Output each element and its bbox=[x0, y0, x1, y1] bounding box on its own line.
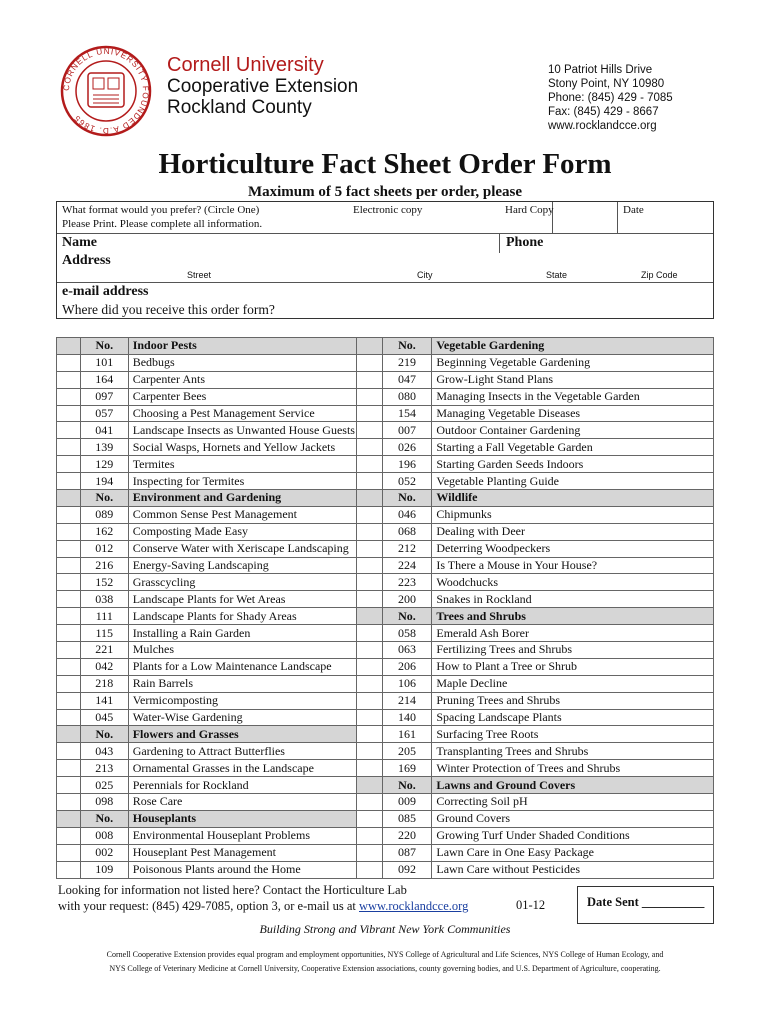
sheet-title: Beginning Vegetable Gardening bbox=[432, 354, 714, 371]
table-row bbox=[57, 591, 714, 608]
order-checkbox-right[interactable] bbox=[356, 625, 382, 642]
sheet-title: Dealing with Deer bbox=[432, 523, 714, 540]
sheet-number: 109 bbox=[80, 861, 128, 878]
order-checkbox-left[interactable] bbox=[57, 642, 81, 659]
sheet-title: Energy-Saving Landscaping bbox=[128, 557, 356, 574]
sheet-number: 089 bbox=[80, 506, 128, 523]
sheet-title: Rain Barrels bbox=[128, 675, 356, 692]
order-checkbox-left[interactable] bbox=[57, 405, 81, 422]
order-checkbox-left[interactable] bbox=[57, 675, 81, 692]
sheet-title: Gardening to Attract Butterflies bbox=[128, 743, 356, 760]
sheet-title: Transplanting Trees and Shrubs bbox=[432, 743, 714, 760]
order-checkbox-right[interactable] bbox=[356, 405, 382, 422]
disclaimer bbox=[60, 948, 710, 976]
table-row bbox=[57, 675, 714, 692]
sheet-title: Managing Vegetable Diseases bbox=[432, 405, 714, 422]
order-checkbox-right[interactable] bbox=[356, 523, 382, 540]
order-checkbox-right bbox=[356, 490, 382, 507]
organization-name bbox=[167, 55, 358, 118]
phone-field-label[interactable]: Phone bbox=[506, 235, 544, 250]
street-label: Street bbox=[187, 270, 212, 280]
city-label: City bbox=[417, 270, 433, 280]
order-checkbox-right[interactable] bbox=[356, 642, 382, 659]
order-checkbox-right[interactable] bbox=[356, 709, 382, 726]
table-row bbox=[57, 490, 714, 507]
section-header: Lawns and Ground Covers bbox=[432, 777, 714, 794]
sheet-number: 224 bbox=[382, 557, 432, 574]
sheet-number: 205 bbox=[382, 743, 432, 760]
state-label: State bbox=[546, 270, 568, 280]
section-no-header: No. bbox=[382, 777, 432, 794]
website-link[interactable]: www.rocklandcce.org bbox=[359, 899, 469, 913]
customer-info-box bbox=[56, 201, 714, 319]
order-checkbox-right[interactable] bbox=[356, 422, 382, 439]
sheet-title: Landscape Insects as Unwanted House Guests bbox=[128, 422, 356, 439]
order-checkbox-left[interactable] bbox=[57, 692, 81, 709]
section-no-header: No. bbox=[80, 490, 128, 507]
sheet-title: Vermicomposting bbox=[128, 692, 356, 709]
sheet-title: Ground Covers bbox=[432, 810, 714, 827]
table-row bbox=[57, 692, 714, 709]
sheet-title: Termites bbox=[128, 456, 356, 473]
format-electronic-option[interactable]: Electronic copy bbox=[353, 204, 423, 216]
order-checkbox-left[interactable] bbox=[57, 574, 81, 591]
sheet-title: Correcting Soil pH bbox=[432, 794, 714, 811]
address-fax: Fax: (845) 429 - 8667 bbox=[548, 106, 659, 118]
order-checkbox-left[interactable] bbox=[57, 658, 81, 675]
order-checkbox-left[interactable] bbox=[57, 354, 81, 371]
sheet-title: Perennials for Rockland bbox=[128, 777, 356, 794]
address-street: 10 Patriot Hills Drive bbox=[548, 64, 653, 76]
sheet-number: 214 bbox=[382, 692, 432, 709]
sheet-number: 140 bbox=[382, 709, 432, 726]
order-checkbox-left[interactable] bbox=[57, 473, 81, 490]
table-row bbox=[57, 354, 714, 371]
sheet-title: Carpenter Bees bbox=[128, 388, 356, 405]
order-checkbox-left[interactable] bbox=[57, 371, 81, 388]
sheet-number: 218 bbox=[80, 675, 128, 692]
sheet-number: 216 bbox=[80, 557, 128, 574]
order-checkbox-right bbox=[356, 608, 382, 625]
sheet-title: Social Wasps, Hornets and Yellow Jackets bbox=[128, 439, 356, 456]
contact-line-2: with your request: (845) 429-7085, option 3, or e-mail us at bbox=[58, 899, 356, 913]
order-checkbox-right[interactable] bbox=[356, 591, 382, 608]
section-no-header: No. bbox=[382, 490, 432, 507]
sheet-title: Carpenter Ants bbox=[128, 371, 356, 388]
order-checkbox-left[interactable] bbox=[57, 439, 81, 456]
sheet-title: Is There a Mouse in Your House? bbox=[432, 557, 714, 574]
order-checkbox-right[interactable] bbox=[356, 810, 382, 827]
cornell-seal-logo bbox=[60, 45, 152, 137]
page-title: Horticulture Fact Sheet Order Form bbox=[158, 148, 612, 180]
order-checkbox-left[interactable] bbox=[57, 709, 81, 726]
sheet-title: Managing Insects in the Vegetable Garden bbox=[432, 388, 714, 405]
disclaimer-line-1: Cornell Cooperative Extension provides equal program and employment opportunities, NYS College of Agricultural and Life Sciences, NYS College of Human Ecology, and bbox=[106, 950, 664, 959]
zip-code-label: Zip Code bbox=[641, 270, 678, 280]
sheet-title: Inspecting for Termites bbox=[128, 473, 356, 490]
order-checkbox-right[interactable] bbox=[356, 844, 382, 861]
date-sent-box[interactable]: Date Sent __________ bbox=[577, 886, 714, 924]
order-checkbox-right[interactable] bbox=[356, 388, 382, 405]
order-checkbox-right bbox=[356, 777, 382, 794]
table-row bbox=[57, 810, 714, 827]
sheet-title: Fertilizing Trees and Shrubs bbox=[432, 642, 714, 659]
sheet-number: 012 bbox=[80, 540, 128, 557]
sheet-number: 115 bbox=[80, 625, 128, 642]
sheet-number: 111 bbox=[80, 608, 128, 625]
sheet-number: 200 bbox=[382, 591, 432, 608]
tagline: Building Strong and Vibrant New York Communities bbox=[259, 922, 511, 936]
sheet-number: 057 bbox=[80, 405, 128, 422]
contact-line-1: Looking for information not listed here? Contact the Horticulture Lab bbox=[58, 883, 407, 897]
table-row bbox=[57, 743, 714, 760]
order-checkbox-right[interactable] bbox=[356, 794, 382, 811]
sheet-number: 219 bbox=[382, 354, 432, 371]
table-row bbox=[57, 794, 714, 811]
sheet-title: Poisonous Plants around the Home bbox=[128, 861, 356, 878]
order-checkbox-right[interactable] bbox=[356, 439, 382, 456]
sheet-number: 025 bbox=[80, 777, 128, 794]
order-checkbox-right[interactable] bbox=[356, 354, 382, 371]
sheet-number: 068 bbox=[382, 523, 432, 540]
sheet-number: 045 bbox=[80, 709, 128, 726]
sheet-number: 043 bbox=[80, 743, 128, 760]
order-checkbox-right[interactable] bbox=[356, 456, 382, 473]
sheet-title: Lawn Care in One Easy Package bbox=[432, 844, 714, 861]
sheet-number: 041 bbox=[80, 422, 128, 439]
sheet-title: Growing Turf Under Shaded Conditions bbox=[432, 827, 714, 844]
table-row bbox=[57, 709, 714, 726]
sheet-title: Snakes in Rockland bbox=[432, 591, 714, 608]
sheet-number: 194 bbox=[80, 473, 128, 490]
sheet-title: Conserve Water with Xeriscape Landscaping bbox=[128, 540, 356, 557]
order-checkbox-right[interactable] bbox=[356, 743, 382, 760]
date-field-label[interactable]: Date bbox=[623, 204, 644, 216]
sheet-title: Bedbugs bbox=[128, 354, 356, 371]
sheet-title: Emerald Ash Borer bbox=[432, 625, 714, 642]
format-hard-copy-option[interactable]: Hard Copy bbox=[505, 204, 554, 216]
sheet-title: Surfacing Tree Roots bbox=[432, 726, 714, 743]
sheet-title: Winter Protection of Trees and Shrubs bbox=[432, 760, 714, 777]
sheet-title: Landscape Plants for Wet Areas bbox=[128, 591, 356, 608]
contact-address bbox=[548, 63, 673, 133]
table-row bbox=[57, 456, 714, 473]
order-checkbox-left[interactable] bbox=[57, 388, 81, 405]
sheet-number: 129 bbox=[80, 456, 128, 473]
sheet-number: 213 bbox=[80, 760, 128, 777]
sheet-number: 101 bbox=[80, 354, 128, 371]
sheet-title: Chipmunks bbox=[432, 506, 714, 523]
table-row bbox=[57, 506, 714, 523]
table-row bbox=[57, 371, 714, 388]
order-checkbox-left[interactable] bbox=[57, 844, 81, 861]
sheet-number: 212 bbox=[382, 540, 432, 557]
table-row bbox=[57, 540, 714, 557]
order-checkbox-left[interactable] bbox=[57, 827, 81, 844]
table-row bbox=[57, 608, 714, 625]
sheet-title: Lawn Care without Pesticides bbox=[432, 861, 714, 878]
sheet-title: Mulches bbox=[128, 642, 356, 659]
sheet-title: Common Sense Pest Management bbox=[128, 506, 356, 523]
section-header: Trees and Shrubs bbox=[432, 608, 714, 625]
section-header: Indoor Pests bbox=[128, 338, 356, 355]
order-checkbox-left[interactable] bbox=[57, 794, 81, 811]
sheet-number: 106 bbox=[382, 675, 432, 692]
sheet-number: 046 bbox=[382, 506, 432, 523]
table-row bbox=[57, 726, 714, 743]
table-row bbox=[57, 642, 714, 659]
order-checkbox-left[interactable] bbox=[57, 777, 81, 794]
sheet-number: 221 bbox=[80, 642, 128, 659]
sheet-number: 007 bbox=[382, 422, 432, 439]
sheet-number: 009 bbox=[382, 794, 432, 811]
sheet-number: 087 bbox=[382, 844, 432, 861]
order-checkbox-right[interactable] bbox=[356, 540, 382, 557]
address-field-label[interactable]: Address bbox=[62, 253, 111, 268]
sheet-title: Composting Made Easy bbox=[128, 523, 356, 540]
order-checkbox-left[interactable] bbox=[57, 743, 81, 760]
sheet-title: Woodchucks bbox=[432, 574, 714, 591]
section-header: Flowers and Grasses bbox=[128, 726, 356, 743]
order-checkbox-right[interactable] bbox=[356, 574, 382, 591]
table-row bbox=[57, 625, 714, 642]
order-checkbox-left[interactable] bbox=[57, 591, 81, 608]
sheet-number: 008 bbox=[80, 827, 128, 844]
table-row bbox=[57, 523, 714, 540]
sheet-title: Plants for a Low Maintenance Landscape bbox=[128, 658, 356, 675]
section-header: Houseplants bbox=[128, 810, 356, 827]
order-checkbox-left bbox=[57, 490, 81, 507]
order-checkbox-left[interactable] bbox=[57, 422, 81, 439]
order-checkbox-right[interactable] bbox=[356, 861, 382, 878]
page-subtitle: Maximum of 5 fact sheets per order, please bbox=[247, 184, 523, 200]
sheet-number: 002 bbox=[80, 844, 128, 861]
order-checkbox-right[interactable] bbox=[356, 658, 382, 675]
table-row bbox=[57, 557, 714, 574]
sheet-number: 206 bbox=[382, 658, 432, 675]
order-checkbox-right[interactable] bbox=[356, 760, 382, 777]
sheet-title: Starting Garden Seeds Indoors bbox=[432, 456, 714, 473]
sheet-title: Grow-Light Stand Plans bbox=[432, 371, 714, 388]
table-row bbox=[57, 439, 714, 456]
email-field-label[interactable]: e-mail address bbox=[62, 284, 149, 299]
sheet-number: 169 bbox=[382, 760, 432, 777]
order-checkbox-left bbox=[57, 726, 81, 743]
sheet-title: How to Plant a Tree or Shrub bbox=[432, 658, 714, 675]
sheet-number: 223 bbox=[382, 574, 432, 591]
order-checkbox-right[interactable] bbox=[356, 726, 382, 743]
order-checkbox-right[interactable] bbox=[356, 675, 382, 692]
order-checkbox-left[interactable] bbox=[57, 456, 81, 473]
sheet-number: 058 bbox=[382, 625, 432, 642]
sheet-title: Water-Wise Gardening bbox=[128, 709, 356, 726]
sheet-title: Rose Care bbox=[128, 794, 356, 811]
sheet-title: Spacing Landscape Plants bbox=[432, 709, 714, 726]
sheet-number: 220 bbox=[382, 827, 432, 844]
org-line-3: Rockland County bbox=[167, 97, 312, 118]
section-no-header: No. bbox=[80, 726, 128, 743]
section-header: Wildlife bbox=[432, 490, 714, 507]
table-row bbox=[57, 338, 714, 355]
order-checkbox-right[interactable] bbox=[356, 692, 382, 709]
sheet-title: Pruning Trees and Shrubs bbox=[432, 692, 714, 709]
table-row bbox=[57, 844, 714, 861]
sheet-number: 052 bbox=[382, 473, 432, 490]
section-no-header: No. bbox=[80, 810, 128, 827]
sheet-number: 047 bbox=[382, 371, 432, 388]
sheet-number: 080 bbox=[382, 388, 432, 405]
section-header: Environment and Gardening bbox=[128, 490, 356, 507]
form-code: 01-12 bbox=[516, 898, 546, 912]
org-line-1: Cornell University bbox=[167, 54, 324, 76]
order-checkbox-right[interactable] bbox=[356, 473, 382, 490]
format-question: What format would you prefer? (Circle One) bbox=[62, 204, 260, 216]
sheet-number: 162 bbox=[80, 523, 128, 540]
table-row bbox=[57, 405, 714, 422]
order-checkbox-right[interactable] bbox=[356, 827, 382, 844]
table-row bbox=[57, 422, 714, 439]
section-no-header: No. bbox=[80, 338, 128, 355]
source-question[interactable]: Where did you receive this order form? bbox=[62, 302, 275, 317]
table-row bbox=[57, 827, 714, 844]
sheet-number: 154 bbox=[382, 405, 432, 422]
sheet-number: 026 bbox=[382, 439, 432, 456]
sheet-title: Houseplant Pest Management bbox=[128, 844, 356, 861]
sheet-number: 092 bbox=[382, 861, 432, 878]
name-field-label[interactable]: Name bbox=[62, 235, 97, 250]
sheet-title: Starting a Fall Vegetable Garden bbox=[432, 439, 714, 456]
sheet-number: 042 bbox=[80, 658, 128, 675]
section-no-header: No. bbox=[382, 338, 432, 355]
order-checkbox-left bbox=[57, 810, 81, 827]
sheet-number: 097 bbox=[80, 388, 128, 405]
sheet-number: 085 bbox=[382, 810, 432, 827]
order-checkbox-left[interactable] bbox=[57, 760, 81, 777]
section-header: Vegetable Gardening bbox=[432, 338, 714, 355]
address-website: www.rocklandcce.org bbox=[548, 120, 657, 132]
address-city: Stony Point, NY 10980 bbox=[548, 78, 665, 90]
sheet-number: 141 bbox=[80, 692, 128, 709]
table-row bbox=[57, 574, 714, 591]
order-checkbox-right[interactable] bbox=[356, 506, 382, 523]
seal-text: CORNELL UNIVERSITY FOUNDED A.D. 1865 bbox=[61, 46, 151, 136]
order-checkbox-left[interactable] bbox=[57, 506, 81, 523]
order-checkbox-left[interactable] bbox=[57, 523, 81, 540]
table-row bbox=[57, 760, 714, 777]
table-row bbox=[57, 473, 714, 490]
order-checkbox-right[interactable] bbox=[356, 557, 382, 574]
sheet-number: 196 bbox=[382, 456, 432, 473]
sheet-title: Ornamental Grasses in the Landscape bbox=[128, 760, 356, 777]
order-checkbox-left[interactable] bbox=[57, 625, 81, 642]
sheet-number: 161 bbox=[382, 726, 432, 743]
sheet-title: Grasscycling bbox=[128, 574, 356, 591]
sheet-title: Deterring Woodpeckers bbox=[432, 540, 714, 557]
sheet-number: 152 bbox=[80, 574, 128, 591]
sheet-title: Environmental Houseplant Problems bbox=[128, 827, 356, 844]
sheet-title: Choosing a Pest Management Service bbox=[128, 405, 356, 422]
sheet-title: Landscape Plants for Shady Areas bbox=[128, 608, 356, 625]
sheet-title: Maple Decline bbox=[432, 675, 714, 692]
order-checkbox-left[interactable] bbox=[57, 540, 81, 557]
sheet-number: 098 bbox=[80, 794, 128, 811]
sheet-title: Vegetable Planting Guide bbox=[432, 473, 714, 490]
sheet-number: 063 bbox=[382, 642, 432, 659]
table-row bbox=[57, 388, 714, 405]
table-row bbox=[57, 777, 714, 794]
order-checkbox-right[interactable] bbox=[356, 371, 382, 388]
disclaimer-line-2: NYS College of Veterinary Medicine at Cornell University, Cooperative Extension associations, county governing bodies, and U.S. Department of Agriculture, cooperating. bbox=[109, 964, 661, 973]
org-line-2: Cooperative Extension bbox=[167, 76, 359, 97]
order-checkbox-right bbox=[356, 338, 382, 355]
sheet-number: 164 bbox=[80, 371, 128, 388]
print-note: Please Print. Please complete all information. bbox=[62, 218, 263, 230]
sheet-number: 038 bbox=[80, 591, 128, 608]
order-checkbox-left[interactable] bbox=[57, 557, 81, 574]
sheet-title: Installing a Rain Garden bbox=[128, 625, 356, 642]
contact-note bbox=[58, 882, 468, 914]
order-checkbox-left[interactable] bbox=[57, 608, 81, 625]
section-no-header: No. bbox=[382, 608, 432, 625]
sheet-number: 139 bbox=[80, 439, 128, 456]
fact-sheet-table bbox=[56, 337, 714, 879]
sheet-title: Outdoor Container Gardening bbox=[432, 422, 714, 439]
address-phone: Phone: (845) 429 - 7085 bbox=[548, 92, 673, 104]
table-row bbox=[57, 861, 714, 878]
table-row bbox=[57, 658, 714, 675]
order-checkbox-left bbox=[57, 338, 81, 355]
order-checkbox-left[interactable] bbox=[57, 861, 81, 878]
